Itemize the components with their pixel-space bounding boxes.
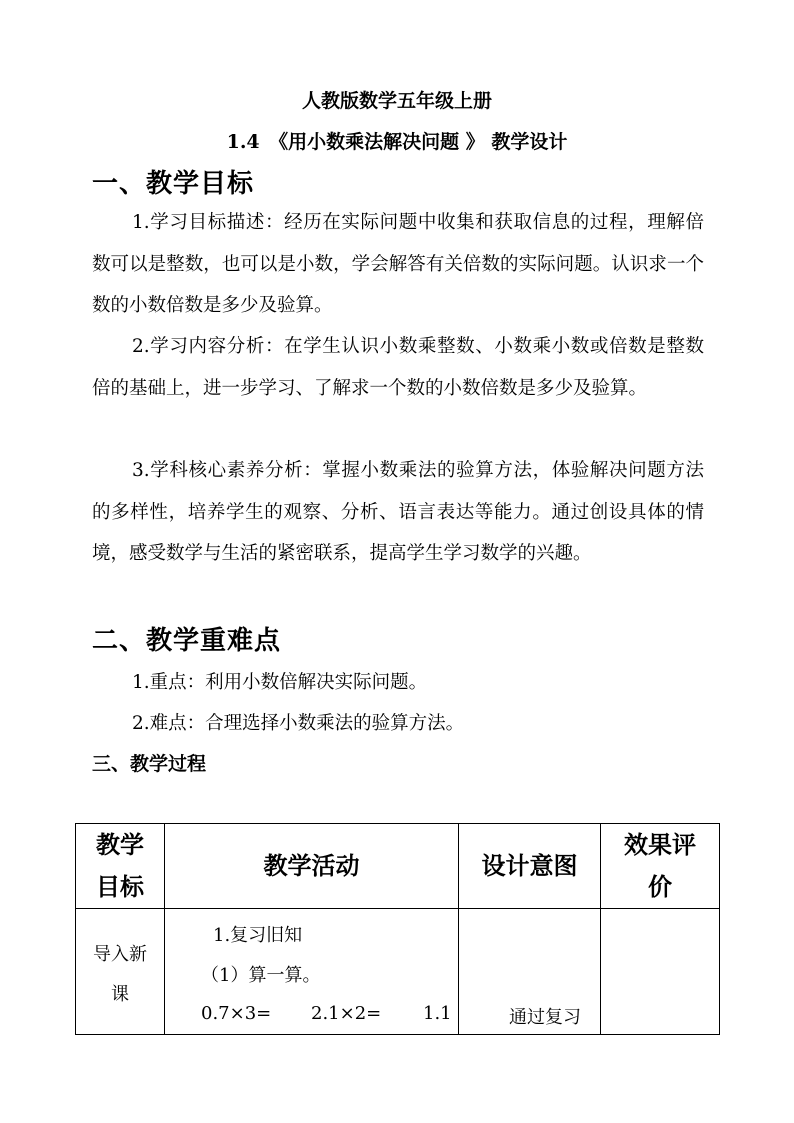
section-1-paragraph-2: 2.学习内容分析：在学生认识小数乘整数、小数乘小数或倍数是整数倍的基础上，进一步学习、了解求一个数的小数倍数是多少及验算。: [92, 336, 704, 399]
section-2-heading: 二、教学重难点: [92, 626, 282, 656]
section-1-heading: 一、教学目标: [92, 169, 255, 199]
section-1-paragraph-3: 3.学科核心素养分析：掌握小数乘法的验算方法，体验解决问题方法的多样性，培养学生的观察、分析、语言表达等能力。通过创设具体的情境，感受数学与生活的紧密联系，提高学生学习数学的兴趣。: [92, 460, 704, 564]
header-evaluation: [601, 824, 720, 909]
table-header-row: [76, 824, 720, 909]
section-1-paragraph-1: 1.学习目标描述：经历在实际问题中收集和获取信息的过程，理解倍数可以是整数，也可以是小数，学会解答有关倍数的实际问题。认识求一个数的小数倍数是多少及验算。: [92, 212, 704, 316]
section-3-heading: 三、教学过程: [92, 753, 207, 775]
table-row: [76, 909, 720, 1035]
activity-expression-3: 1.1: [423, 1003, 452, 1024]
activity-expression-2: 2.1×2=: [311, 1003, 382, 1024]
activity-expression-1: 0.7×3=: [201, 1003, 272, 1024]
row-intent-cell: [459, 909, 601, 1035]
row-goal-text: 导入新课: [93, 944, 147, 1005]
header-intent: 设计意图: [459, 824, 601, 909]
activity-line-1: 1.复习旧知: [213, 925, 303, 946]
row-activity-cell: [165, 909, 459, 1035]
difficult-point: 2.难点：合理选择小数乘法的验算方法。: [132, 713, 465, 734]
activity-line-2: （1）算一算。: [201, 965, 321, 986]
intent-text: 通过复习: [509, 1007, 581, 1028]
header-activity: 教学活动: [165, 824, 459, 909]
header-evaluation-text: 效果评价: [624, 830, 696, 901]
header-goal-text: 教学目标: [96, 830, 144, 901]
key-point: 1.重点：利用小数倍解决实际问题。: [132, 672, 428, 693]
header-goal: [76, 824, 165, 909]
row-goal-cell: [76, 909, 165, 1035]
row-evaluation-cell: [601, 909, 720, 1035]
doc-subtitle: 1.4 《用小数乘法解决问题 》 教学设计: [226, 131, 568, 153]
teaching-process-table: [75, 823, 720, 1035]
doc-title: 人教版数学五年级上册: [301, 90, 492, 112]
